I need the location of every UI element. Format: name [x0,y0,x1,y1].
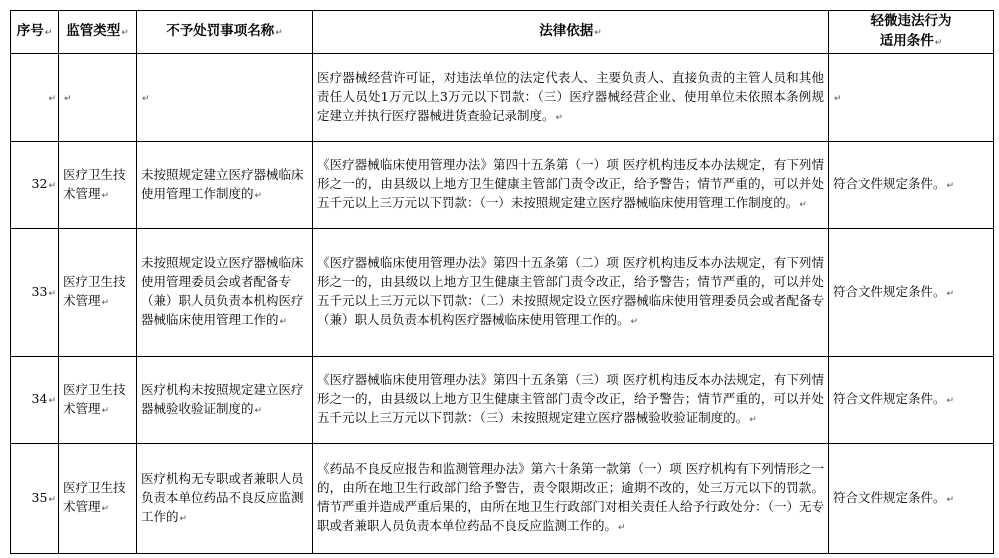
table-row [11,357,994,444]
item-name: 未按照规定设立医疗器械临床使用管理委员会或者配备专（兼）职人员负责本机构医疗器械临床使用管理工作的↵ [137,229,313,357]
header-condition: 轻微违法行为 适用条件↵ [829,11,994,54]
applicable-condition: 符合文件规定条件。↵ [829,444,994,554]
row-number: 35↵ [11,444,59,554]
row-number: 32↵ [11,142,59,229]
applicable-condition: ↵ [829,54,994,142]
applicable-condition: 符合文件规定条件。↵ [829,142,994,229]
table-row [11,142,994,229]
item-name: 医疗机构未按照规定建立医疗器械验收验证制度的↵ [137,357,313,444]
legal-basis: 《医疗器械临床使用管理办法》第四十五条第（二）项 医疗机构违反本办法规定，有下列情形之一的，由县级以上地方卫生健康主管部门责令改正，给予警告；情节严重的，可以并处五千元以上三万元以下罚款：（二）未按照规定设立医疗器械临床使用管理委员会或者配备专（兼）职人员负责本机构医疗器械临床使用管理工作的。↵ [313,229,829,357]
supervision-type: 医疗卫生技术管理↵ [59,357,137,444]
header-type: 监管类型↵ [59,11,137,54]
header-item: 不予处罚事项名称↵ [137,11,313,54]
table-row [11,444,994,554]
header-basis: 法律依据↵ [313,11,829,54]
applicable-condition: 符合文件规定条件。↵ [829,229,994,357]
supervision-type: 医疗卫生技术管理↵ [59,444,137,554]
legal-basis: 《医疗器械临床使用管理办法》第四十五条第（三）项 医疗机构违反本办法规定，有下列情形之一的，由县级以上地方卫生健康主管部门责令改正，给予警告；情节严重的，可以并处五千元以上三万元以下罚款：（三）未按照规定建立医疗器械验收验证制度的。↵ [313,357,829,444]
row-number: ↵ [11,54,59,142]
applicable-condition: 符合文件规定条件。↵ [829,357,994,444]
item-name: 医疗机构无专职或者兼职人员负责本单位药品不良反应监测工作的↵ [137,444,313,554]
item-name: ↵ [137,54,313,142]
table-row [11,229,994,357]
legal-basis: 《药品不良反应报告和监测管理办法》第六十条第一款第（一）项 医疗机构有下列情形之一的，由所在地卫生行政部门给予警告，责令限期改正；逾期不改的，处三万元以下的罚款。情节严重并造成严重后果的，由所在地卫生行政部门对相关责任人给予行政处分：（一）无专职或者兼职人员负责本单位药品不良反应监测工作的。↵ [313,444,829,554]
supervision-type: ↵ [59,54,137,142]
header-no: 序号↵ [11,11,59,54]
supervision-type: 医疗卫生技术管理↵ [59,142,137,229]
table-row [11,54,994,142]
penalty-exemption-table [10,10,994,554]
legal-basis: 《医疗器械临床使用管理办法》第四十五条第（一）项 医疗机构违反本办法规定，有下列情形之一的，由县级以上地方卫生健康主管部门责令改正，给予警告；情节严重的，可以并处五千元以上三万元以下罚款：（一）未按照规定建立医疗器械临床使用管理工作制度的。↵ [313,142,829,229]
legal-basis: 医疗器械经营许可证，对违法单位的法定代表人、主要负责人、直接负责的主管人员和其他责任人员处1万元以上3万元以下罚款：（三）医疗器械经营企业、使用单位未依照本条例规定建立并执行医疗器械进货查验记录制度。↵ [313,54,829,142]
supervision-type: 医疗卫生技术管理↵ [59,229,137,357]
row-number: 34↵ [11,357,59,444]
item-name: 未按照规定建立医疗器械临床使用管理工作制度的↵ [137,142,313,229]
header-row [11,11,994,54]
row-number: 33↵ [11,229,59,357]
